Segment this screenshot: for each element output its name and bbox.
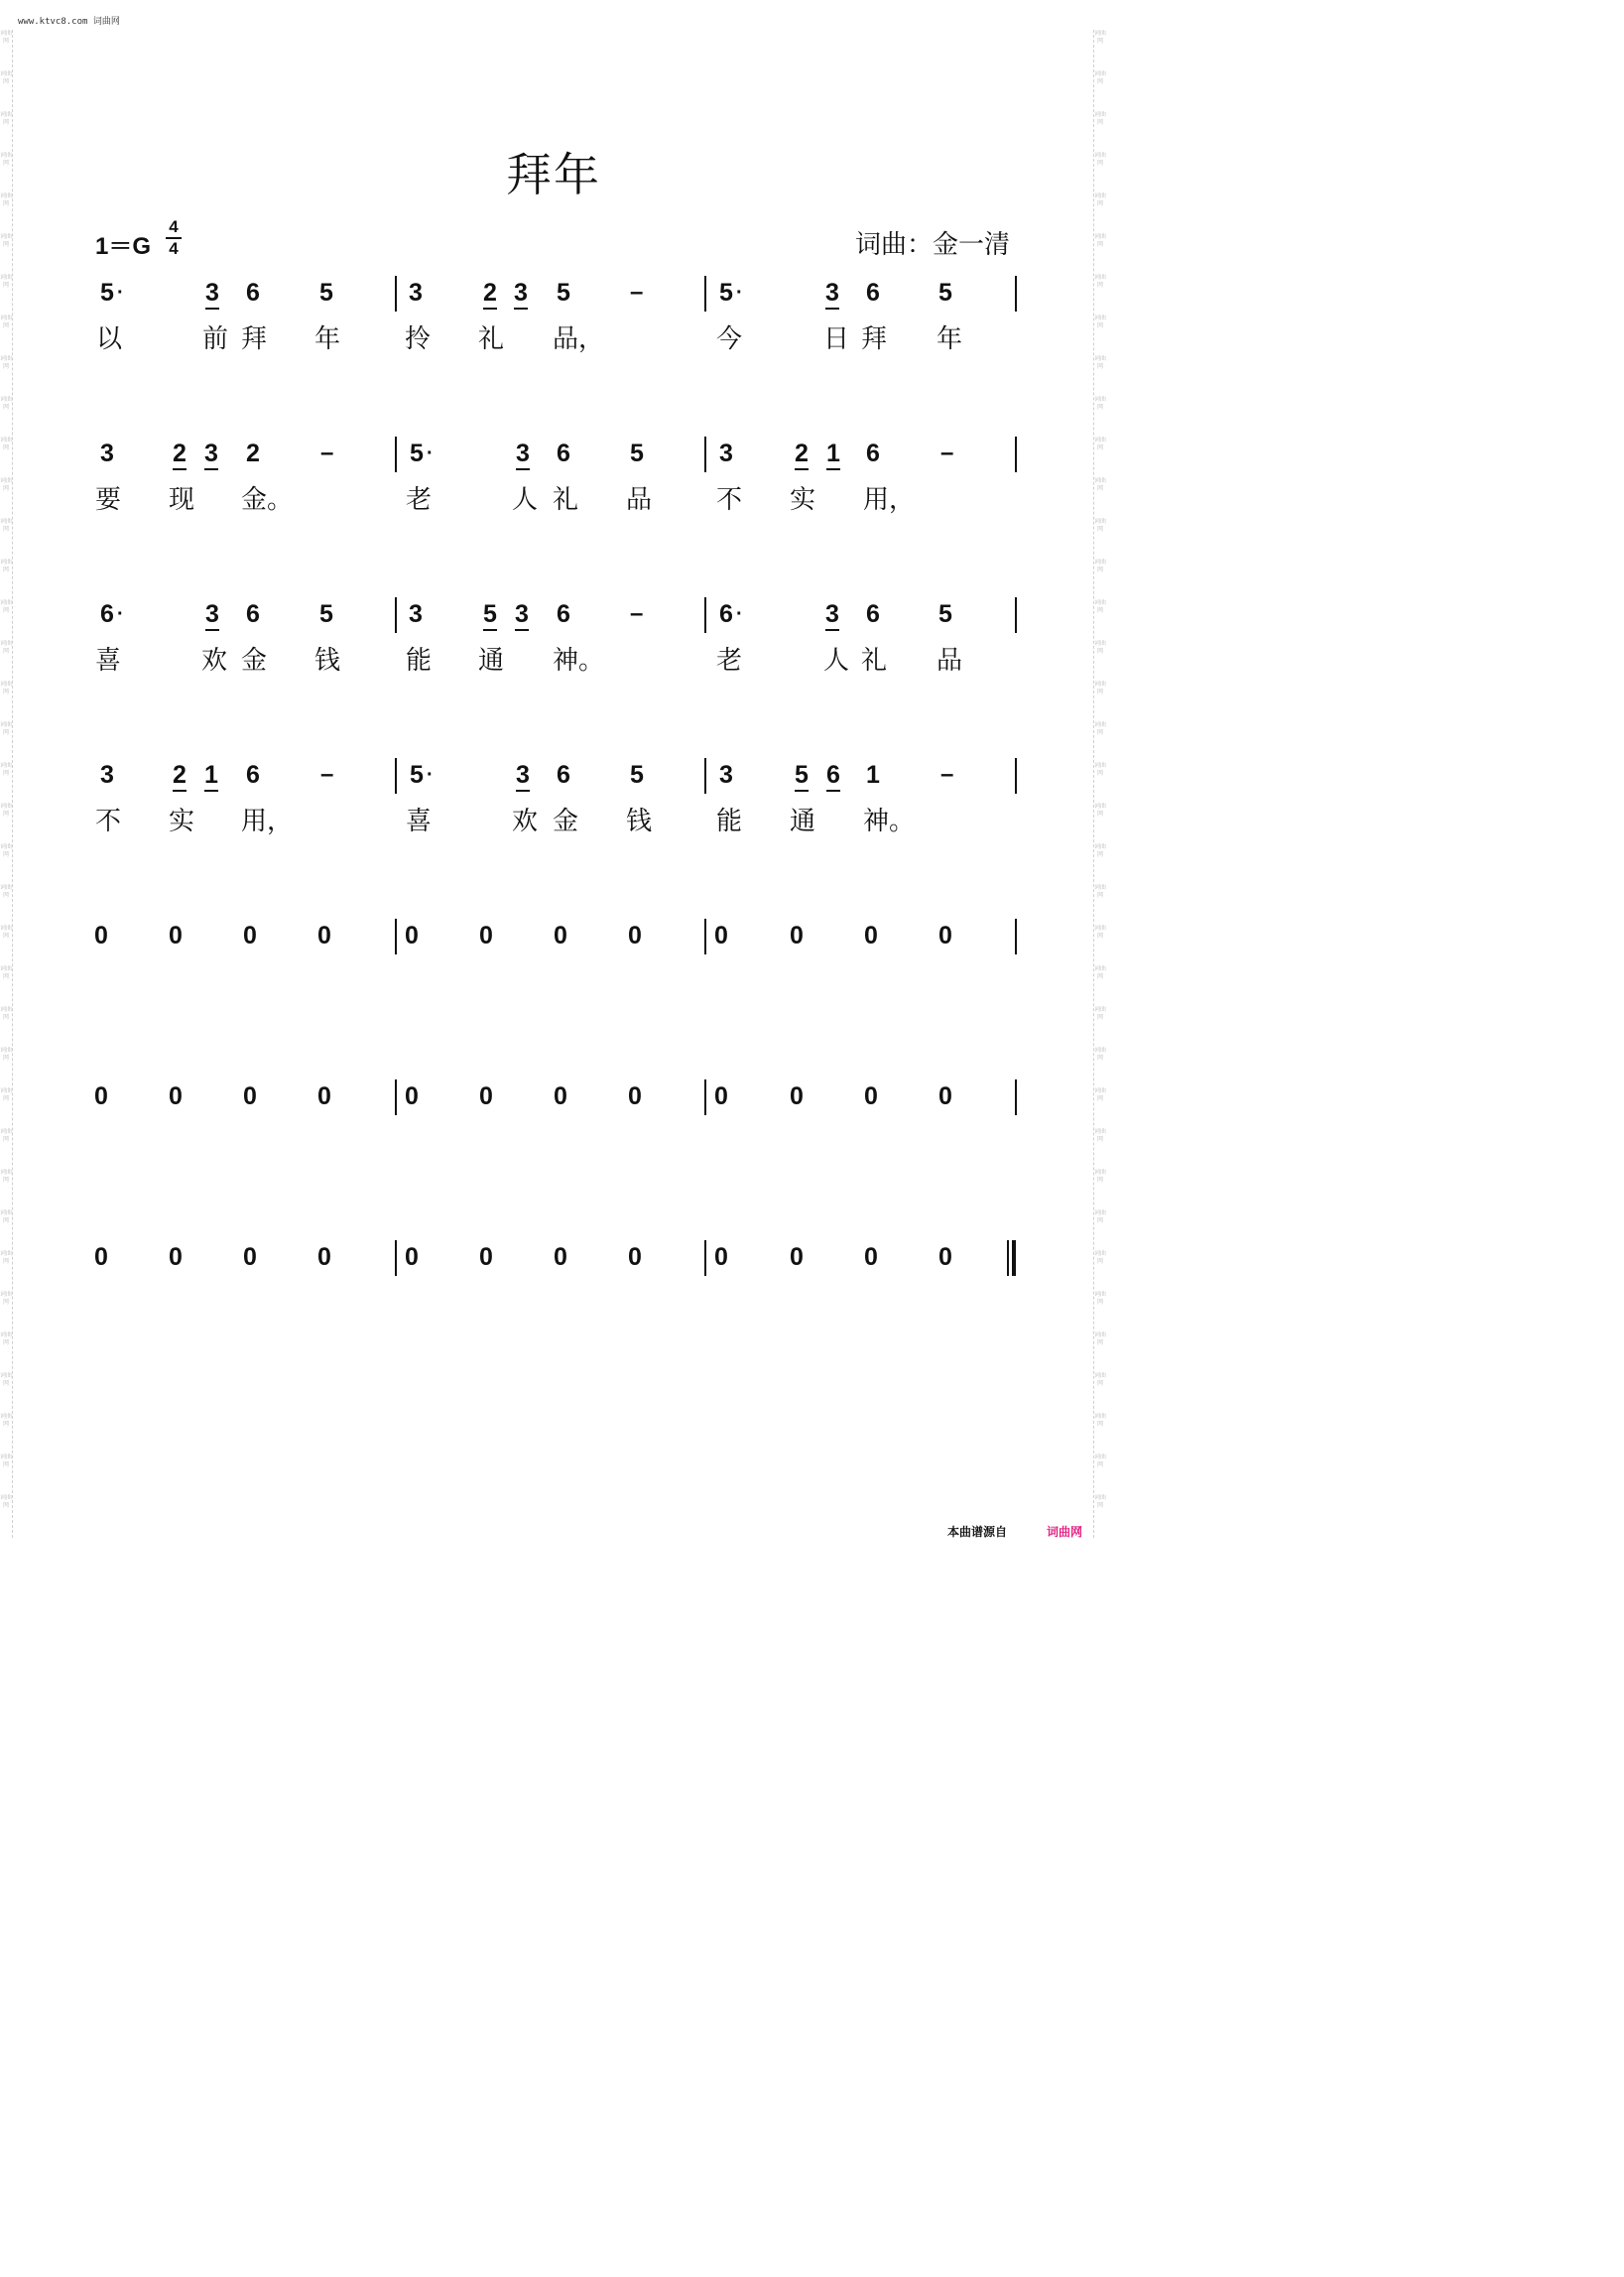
side-watermark-mark: 词曲网: [0, 1169, 12, 1184]
note: 6: [557, 761, 570, 789]
barline: [395, 437, 397, 472]
note: 3: [100, 761, 114, 789]
side-watermark-mark: 词曲网: [1094, 437, 1106, 451]
side-watermark-mark: 词曲网: [1094, 1413, 1106, 1428]
side-watermark-mark: 词曲网: [1094, 965, 1106, 980]
barline: [1015, 1079, 1017, 1115]
note: 0: [714, 1082, 728, 1110]
note: 3: [100, 440, 114, 467]
lyric-syllable: 人: [512, 485, 539, 515]
lyric-syllable: 礼: [553, 485, 579, 515]
note: 3: [514, 278, 528, 310]
note: 5: [938, 600, 952, 628]
note: 3: [516, 760, 530, 792]
note: 6: [246, 600, 260, 628]
barline: [704, 1079, 706, 1115]
note: 3: [516, 439, 530, 470]
lyric-syllable: 神。: [863, 807, 916, 836]
lyric-syllable: 能: [716, 807, 743, 836]
side-watermark-mark: 词曲网: [1094, 396, 1106, 411]
note: 0: [938, 922, 952, 949]
side-watermark-mark: 词曲网: [1094, 30, 1106, 45]
lyric-syllable: 神。: [553, 646, 605, 676]
side-watermark-mark: 词曲网: [1094, 843, 1106, 858]
note: 5: [410, 440, 424, 467]
side-watermark-mark: 词曲网: [1094, 315, 1106, 329]
barline: [704, 437, 706, 472]
side-watermark-mark: 词曲网: [1094, 518, 1106, 533]
augmentation-dot: ·: [427, 764, 434, 786]
lyric-syllable: 品: [937, 646, 963, 676]
key-signature: [95, 226, 151, 261]
side-watermark-mark: 词曲网: [1094, 233, 1106, 248]
lyric-syllable: 老: [716, 646, 743, 676]
side-watermark-mark: 词曲网: [1094, 762, 1106, 777]
augmentation-dot: ·: [736, 282, 743, 304]
note: 0: [628, 922, 642, 949]
time-signature-bottom: 4: [169, 239, 179, 258]
side-watermark-mark: 词曲网: [0, 1494, 12, 1509]
side-watermark-mark: 词曲网: [0, 599, 12, 614]
side-watermark-mark: 词曲网: [0, 1006, 12, 1021]
side-watermark-mark: 词曲网: [1094, 1128, 1106, 1143]
side-watermark-mark: 词曲网: [1094, 1250, 1106, 1265]
side-watermark-mark: 词曲网: [0, 396, 12, 411]
score-line: [0, 1242, 1107, 1331]
lyric-syllable: 通: [790, 807, 816, 836]
side-watermark-mark: 词曲网: [0, 762, 12, 777]
side-watermark-mark: 词曲网: [1094, 925, 1106, 940]
lyric-syllable: 年: [937, 324, 963, 354]
note: 0: [169, 1243, 183, 1271]
barline: [395, 919, 397, 954]
note: 0: [243, 1243, 257, 1271]
final-barline: [1007, 1240, 1009, 1276]
note: 0: [317, 1243, 331, 1271]
barline: [1015, 758, 1017, 794]
lyric-syllable: 能: [406, 646, 433, 676]
note: 0: [169, 1082, 183, 1110]
barline: [704, 597, 706, 633]
side-watermark-mark: 词曲网: [0, 1413, 12, 1428]
note: 0: [938, 1082, 952, 1110]
note: 0: [479, 1243, 493, 1271]
side-watermark-mark: 词曲网: [1094, 1291, 1106, 1306]
side-watermark-mark: 词曲网: [0, 640, 12, 655]
note: 1: [204, 760, 218, 792]
hold-dash: –: [940, 440, 954, 466]
side-watermark-mark: 词曲网: [0, 1331, 12, 1346]
note: 0: [790, 922, 804, 949]
score-line: [0, 439, 1107, 528]
note: 6: [866, 600, 880, 628]
lyric-syllable: 钱: [626, 807, 653, 836]
barline: [395, 1240, 397, 1276]
lyric-syllable: 通: [478, 646, 505, 676]
side-watermark-mark: 词曲网: [1094, 1006, 1106, 1021]
side-watermark-mark: 词曲网: [1094, 1454, 1106, 1468]
score-line: [0, 1081, 1107, 1171]
note: 0: [554, 1082, 567, 1110]
note: 0: [554, 922, 567, 949]
side-watermark-mark: 词曲网: [0, 721, 12, 736]
side-watermark-mark: 词曲网: [1094, 1494, 1106, 1509]
lyric-syllable: 金: [241, 646, 268, 676]
side-watermark-mark: 词曲网: [0, 1209, 12, 1224]
side-watermark-mark: 词曲网: [0, 681, 12, 696]
note: 0: [94, 1082, 108, 1110]
footer-brand-link[interactable]: 词曲网: [1047, 1525, 1083, 1539]
note: 0: [864, 1243, 878, 1271]
side-watermark-mark: 词曲网: [1094, 640, 1106, 655]
lyric-syllable: 前: [202, 324, 229, 354]
barline: [1015, 437, 1017, 472]
barline: [704, 1240, 706, 1276]
side-watermark-mark: 词曲网: [0, 1250, 12, 1265]
note: 1: [826, 439, 840, 470]
note: 1: [866, 761, 880, 789]
barline: [395, 758, 397, 794]
lyric-syllable: 品，: [553, 324, 605, 354]
note: 5: [319, 600, 333, 628]
side-watermark-mark: 词曲网: [0, 1128, 12, 1143]
footer-source-text: 本曲谱源自: [947, 1525, 1008, 1539]
side-watermark-mark: 词曲网: [1094, 721, 1106, 736]
barline: [1015, 919, 1017, 954]
note: 6: [246, 279, 260, 307]
augmentation-dot: ·: [427, 443, 434, 464]
lyric-syllable: 拎: [405, 324, 432, 354]
note: 0: [94, 922, 108, 949]
note: 0: [405, 1082, 419, 1110]
note: 5: [795, 760, 809, 792]
note: 0: [938, 1243, 952, 1271]
hold-dash: –: [940, 761, 954, 788]
lyric-syllable: 不: [95, 807, 122, 836]
lyric-syllable: 拜: [241, 324, 268, 354]
side-watermark-mark: 词曲网: [1094, 152, 1106, 167]
note: 3: [409, 600, 423, 628]
lyric-syllable: 日: [823, 324, 850, 354]
note: 0: [317, 1082, 331, 1110]
lyric-syllable: 现: [169, 485, 195, 515]
lyric-syllable: 金。: [241, 485, 294, 515]
note: 3: [515, 599, 529, 631]
lyric-syllable: 不: [716, 485, 743, 515]
lyric-syllable: 喜: [406, 807, 433, 836]
side-watermark-mark: 词曲网: [1094, 1087, 1106, 1102]
note: 6: [719, 600, 733, 628]
note: 2: [173, 760, 187, 792]
lyric-syllable: 年: [314, 324, 341, 354]
note: 3: [409, 279, 423, 307]
time-signature-top: 4: [169, 217, 179, 236]
note: 0: [405, 922, 419, 949]
side-watermark-mark: 词曲网: [0, 518, 12, 533]
note: 5: [938, 279, 952, 307]
lyric-syllable: 拜: [861, 324, 888, 354]
side-watermark-mark: 词曲网: [1094, 803, 1106, 818]
side-watermark-mark: 词曲网: [0, 803, 12, 818]
note: 0: [714, 922, 728, 949]
lyric-syllable: 用，: [241, 807, 294, 836]
lyric-syllable: 要: [95, 485, 122, 515]
side-watermark-mark: 词曲网: [0, 1047, 12, 1062]
side-watermark-mark: 词曲网: [0, 233, 12, 248]
note: 0: [864, 922, 878, 949]
augmentation-dot: ·: [117, 603, 124, 625]
side-watermark-mark: 词曲网: [0, 965, 12, 980]
side-watermark-mark: 词曲网: [1094, 70, 1106, 85]
note: 3: [719, 440, 733, 467]
lyric-syllable: 老: [406, 485, 433, 515]
side-watermark-mark: 词曲网: [0, 274, 12, 289]
side-watermark-mark: 词曲网: [1094, 1331, 1106, 1346]
lyric-syllable: 钱: [314, 646, 341, 676]
side-watermark-mark: 词曲网: [0, 152, 12, 167]
note: 3: [205, 599, 219, 631]
side-watermark-mark: 词曲网: [1094, 1169, 1106, 1184]
lyric-syllable: 用，: [863, 485, 916, 515]
side-watermark-mark: 词曲网: [0, 70, 12, 85]
side-watermark-mark: 词曲网: [1094, 274, 1106, 289]
side-watermark-mark: 词曲网: [1094, 1047, 1106, 1062]
note: 6: [866, 440, 880, 467]
lyric-syllable: 今: [716, 324, 743, 354]
hold-dash: –: [630, 600, 644, 627]
note: 6: [557, 600, 570, 628]
lyric-syllable: 欢: [512, 807, 539, 836]
note: 5: [557, 279, 570, 307]
lyric-syllable: 人: [823, 646, 850, 676]
side-watermark-mark: 词曲网: [1094, 192, 1106, 207]
barline: [1015, 597, 1017, 633]
note: 2: [795, 439, 809, 470]
hold-dash: –: [320, 761, 334, 788]
score-line: [0, 599, 1107, 689]
key-text: 1＝G: [95, 233, 152, 260]
note: 0: [317, 922, 331, 949]
lyric-syllable: 实: [169, 807, 195, 836]
augmentation-dot: ·: [117, 282, 124, 304]
site-watermark[interactable]: www.ktvc8.com 词曲网: [18, 17, 120, 27]
hold-dash: –: [320, 440, 334, 466]
lyric-syllable: 金: [553, 807, 579, 836]
score-line: [0, 278, 1107, 367]
note: 5: [319, 279, 333, 307]
time-signature: [164, 218, 184, 258]
side-watermark-mark: 词曲网: [0, 437, 12, 451]
note: 3: [825, 599, 839, 631]
note: 5: [630, 440, 644, 467]
final-barline-thick: [1012, 1240, 1016, 1276]
note: 6: [557, 440, 570, 467]
barline: [704, 919, 706, 954]
note: 6: [826, 760, 840, 792]
side-watermark-mark: 词曲网: [1094, 559, 1106, 573]
side-watermark-mark: 词曲网: [0, 1087, 12, 1102]
note: 5: [410, 761, 424, 789]
note: 2: [483, 278, 497, 310]
hold-dash: –: [630, 279, 644, 306]
lyricist-composer-credit: 词曲：金一清: [855, 230, 1011, 260]
note: 3: [719, 761, 733, 789]
lyric-syllable: 实: [790, 485, 816, 515]
side-watermark-mark: 词曲网: [0, 30, 12, 45]
song-title: 拜年: [506, 148, 601, 201]
note: 0: [243, 922, 257, 949]
note: 0: [243, 1082, 257, 1110]
side-watermark-mark: 词曲网: [1094, 477, 1106, 492]
note: 2: [246, 440, 260, 467]
side-watermark-mark: 词曲网: [0, 1291, 12, 1306]
score-page: [0, 0, 1107, 1553]
note: 5: [630, 761, 644, 789]
side-watermark-mark: 词曲网: [1094, 111, 1106, 126]
note: 0: [479, 922, 493, 949]
note: 0: [628, 1082, 642, 1110]
side-watermark-mark: 词曲网: [0, 477, 12, 492]
note: 3: [205, 278, 219, 310]
side-watermark-mark: 词曲网: [0, 1454, 12, 1468]
score-line: [0, 760, 1107, 849]
side-watermark-mark: 词曲网: [0, 843, 12, 858]
note: 6: [866, 279, 880, 307]
note: 3: [825, 278, 839, 310]
side-watermark-mark: 词曲网: [1094, 1372, 1106, 1387]
side-watermark-mark: 词曲网: [0, 192, 12, 207]
score-line: [0, 921, 1107, 1010]
lyric-syllable: 礼: [478, 324, 505, 354]
side-watermark-mark: 词曲网: [1094, 599, 1106, 614]
lyric-syllable: 礼: [861, 646, 888, 676]
side-watermark-mark: 词曲网: [1094, 355, 1106, 370]
side-watermark-mark: 词曲网: [1094, 884, 1106, 899]
side-watermark-mark: 词曲网: [1094, 681, 1106, 696]
side-watermark-mark: 词曲网: [0, 1372, 12, 1387]
note: 0: [554, 1243, 567, 1271]
note: 5: [483, 599, 497, 631]
note: 0: [169, 922, 183, 949]
lyric-syllable: 品: [626, 485, 653, 515]
note: 0: [714, 1243, 728, 1271]
lyric-syllable: 喜: [95, 646, 122, 676]
note: 5: [719, 279, 733, 307]
note: 0: [628, 1243, 642, 1271]
augmentation-dot: ·: [736, 603, 743, 625]
note: 5: [100, 279, 114, 307]
note: 0: [479, 1082, 493, 1110]
note: 0: [405, 1243, 419, 1271]
note: 3: [204, 439, 218, 470]
side-watermark-mark: 词曲网: [0, 355, 12, 370]
note: 0: [864, 1082, 878, 1110]
note: 6: [246, 761, 260, 789]
side-watermark-mark: 词曲网: [1094, 1209, 1106, 1224]
note: 2: [173, 439, 187, 470]
side-watermark-mark: 词曲网: [0, 315, 12, 329]
side-watermark-mark: 词曲网: [0, 884, 12, 899]
note: 0: [790, 1082, 804, 1110]
barline: [395, 597, 397, 633]
side-watermark-mark: 词曲网: [0, 111, 12, 126]
side-watermark-mark: 词曲网: [0, 559, 12, 573]
lyric-syllable: 以: [96, 324, 123, 354]
side-watermark-mark: 词曲网: [0, 925, 12, 940]
barline: [1015, 276, 1017, 312]
note: 6: [100, 600, 114, 628]
barline: [395, 276, 397, 312]
barline: [704, 758, 706, 794]
lyric-syllable: 欢: [201, 646, 228, 676]
barline: [395, 1079, 397, 1115]
note: 0: [790, 1243, 804, 1271]
note: 0: [94, 1243, 108, 1271]
barline: [704, 276, 706, 312]
